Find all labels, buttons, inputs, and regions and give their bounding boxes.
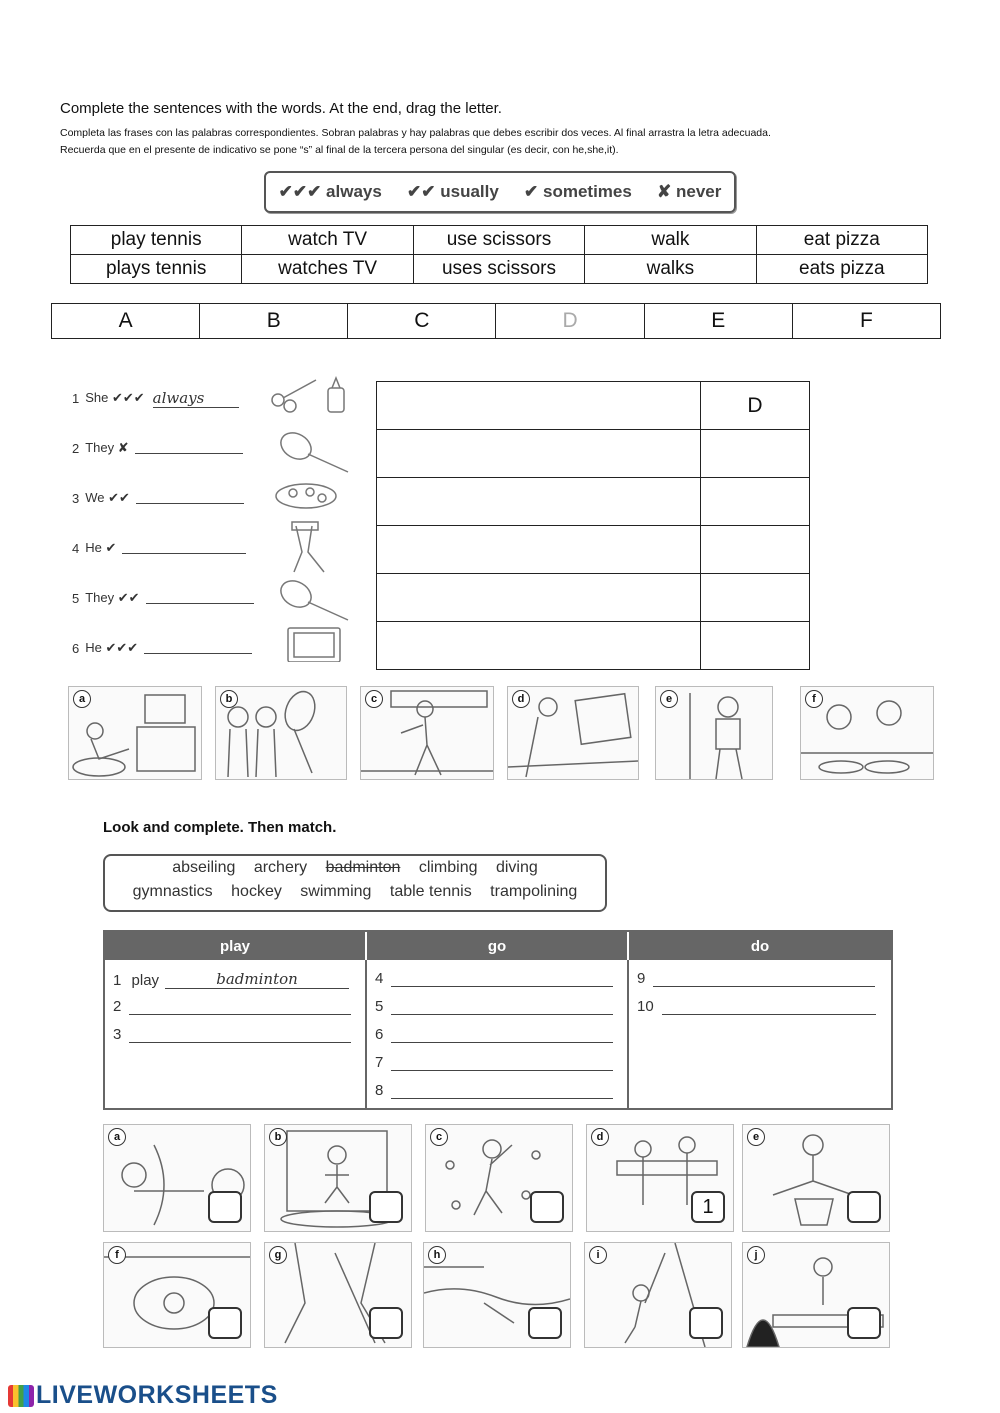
instructions-title: Complete the sentences with the words. At the end, drag the letter.: [60, 100, 502, 117]
picture-archery: a: [103, 1124, 251, 1232]
answer-input[interactable]: [377, 478, 701, 526]
verb-cell: uses scissors: [413, 255, 584, 284]
column-play: play: [105, 932, 365, 960]
answer-input[interactable]: [377, 622, 701, 670]
match-box[interactable]: [847, 1307, 881, 1339]
item-6[interactable]: 6: [375, 1026, 613, 1043]
match-box[interactable]: [208, 1191, 242, 1223]
item-2[interactable]: 2: [113, 998, 351, 1015]
letter-drop[interactable]: [701, 574, 810, 622]
column-do: do: [629, 932, 891, 960]
freq-usually: ✔✔ usually: [407, 182, 499, 201]
scissors-glue-icon: [272, 378, 344, 412]
letter-drop[interactable]: [701, 622, 810, 670]
match-box[interactable]: [847, 1191, 881, 1223]
freq-always: ✔✔✔ always: [278, 182, 382, 201]
play-go-do-table: [103, 930, 893, 1110]
liveworksheets-logo: LIVEWORKSHEETS: [8, 1381, 278, 1410]
sports-word-box: abseiling archery badminton climbing diving gymnastics hockey swimming table tennis trampolining: [103, 854, 607, 912]
match-box[interactable]: [208, 1307, 242, 1339]
verb-cell: watch TV: [242, 226, 413, 255]
sentence-3: 3 We ✔✔: [72, 488, 244, 508]
picture-badminton: d 1: [586, 1124, 734, 1232]
match-box[interactable]: [528, 1307, 562, 1339]
verb-cell: play tennis: [71, 226, 242, 255]
picture-girls-eating: f: [800, 686, 934, 780]
item-8[interactable]: 8: [375, 1082, 613, 1099]
tv-icon: [288, 628, 340, 662]
letter-drop[interactable]: [701, 526, 810, 574]
example-answer: always: [153, 389, 239, 408]
item-3[interactable]: 3: [113, 1026, 351, 1043]
verb-cell: plays tennis: [71, 255, 242, 284]
match-box[interactable]: [530, 1191, 564, 1223]
freq-never: ✘ never: [657, 182, 722, 201]
verbs-table: [70, 225, 928, 284]
answer-table: [376, 381, 810, 670]
sentence-4: 4 He ✔: [72, 538, 246, 558]
verb-cell: use scissors: [413, 226, 584, 255]
racket-icon: [276, 428, 348, 472]
answer-input[interactable]: [377, 430, 701, 478]
letters-bank: [51, 303, 941, 339]
pizza-icon: [276, 484, 336, 508]
verb-cell: walk: [585, 226, 756, 255]
match-box[interactable]: 1: [691, 1191, 725, 1223]
answer-input[interactable]: [377, 574, 701, 622]
match-box[interactable]: [689, 1307, 723, 1339]
section2-heading: Look and complete. Then match.: [103, 819, 337, 836]
letter-draggable[interactable]: F: [792, 304, 940, 339]
picture-tennis-player: c: [360, 686, 494, 780]
picture-diving: h: [423, 1242, 571, 1348]
verb-cell: watches TV: [242, 255, 413, 284]
picture-girls-racket: b: [215, 686, 347, 780]
item-4[interactable]: 4: [375, 970, 613, 987]
letter-drop[interactable]: D: [701, 382, 810, 430]
frequency-box: [264, 171, 736, 213]
letter-draggable[interactable]: B: [200, 304, 348, 339]
picture-trampolining: b: [264, 1124, 412, 1232]
picture-gymnastics: e: [742, 1124, 890, 1232]
letter-draggable[interactable]: C: [348, 304, 496, 339]
item-1: 1 play badminton: [113, 970, 349, 989]
freq-sometimes: ✔ sometimes: [524, 182, 632, 201]
letter-draggable[interactable]: E: [644, 304, 792, 339]
picture-abseiling: i: [584, 1242, 732, 1348]
match-box[interactable]: [369, 1191, 403, 1223]
sentence-2: 2 They ✘: [72, 438, 243, 458]
answer-input[interactable]: [377, 382, 701, 430]
answer-input[interactable]: [377, 526, 701, 574]
instructions-spanish: Completa las frases con las palabras correspondientes. Sobran palabras y hay palabras que debes escribir dos veces. Al final arrastra la letra adecuada. Recuerda que en el presente de indicativo se pone “s” al final de la tercera persona del singular (es decir, con he,she,it).: [60, 127, 771, 156]
letter-drop[interactable]: [701, 478, 810, 526]
item-5[interactable]: 5: [375, 998, 613, 1015]
match-box[interactable]: [369, 1307, 403, 1339]
racket-icon: [276, 576, 348, 620]
picture-watching-tv: a: [68, 686, 202, 780]
sentence-5: 5 They ✔✔: [72, 588, 254, 608]
verb-cell: eats pizza: [756, 255, 927, 284]
letter-drop[interactable]: [701, 430, 810, 478]
letter-draggable[interactable]: A: [52, 304, 200, 339]
picture-swimming: f: [103, 1242, 251, 1348]
column-go: go: [367, 932, 627, 960]
picture-hockey: g: [264, 1242, 412, 1348]
picture-table-tennis: j: [742, 1242, 890, 1348]
picture-climbing: c: [425, 1124, 573, 1232]
verb-cell: eat pizza: [756, 226, 927, 255]
sentence-icons: [268, 376, 352, 662]
picture-boy-walking: e: [655, 686, 773, 780]
item-7[interactable]: 7: [375, 1054, 613, 1071]
item-10[interactable]: 10: [637, 998, 876, 1015]
letter-draggable[interactable]: D: [496, 304, 644, 339]
item-9[interactable]: 9: [637, 970, 875, 987]
picture-cutting-crafts: d: [507, 686, 639, 780]
sentence-1: 1 She ✔✔✔ always: [72, 388, 239, 408]
sentence-6: 6 He ✔✔✔: [72, 638, 252, 658]
walking-legs-icon: [292, 522, 324, 572]
logo-icon: [8, 1385, 34, 1407]
verb-cell: walks: [585, 255, 756, 284]
